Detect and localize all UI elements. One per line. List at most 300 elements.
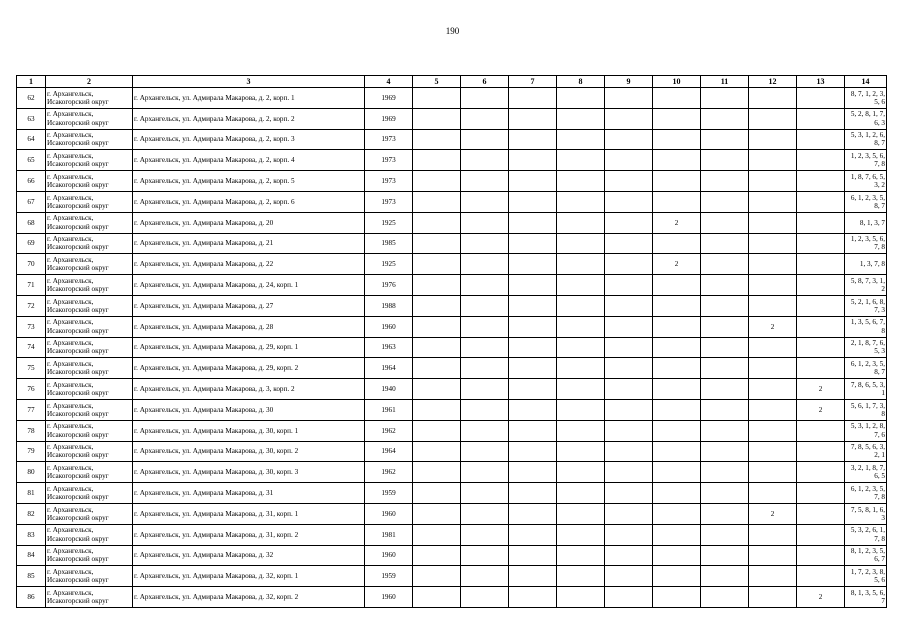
sequence-line-2: 6, 7 xyxy=(874,555,885,564)
district-cell xyxy=(46,566,133,587)
column-9-cell xyxy=(605,587,653,608)
column-5-cell xyxy=(413,379,461,400)
column-11-cell xyxy=(701,150,749,171)
column-8-cell xyxy=(557,150,605,171)
row-number-cell: 77 xyxy=(17,399,46,420)
year-cell: 1973 xyxy=(365,129,413,150)
column-8-cell xyxy=(557,191,605,212)
column-header: 5 xyxy=(413,76,461,88)
column-8-cell xyxy=(557,171,605,192)
column-header: 6 xyxy=(461,76,509,88)
sequence-cell xyxy=(845,337,887,358)
address-cell: г. Архангельск, ул. Адмирала Макарова, д. 29, корп. 2 xyxy=(133,358,365,379)
column-12-cell xyxy=(749,150,797,171)
address-cell: г. Архангельск, ул. Адмирала Макарова, д. 27 xyxy=(133,295,365,316)
column-10-cell xyxy=(653,566,701,587)
district-line-okrug: Исакогорский округ xyxy=(47,243,109,252)
column-13-cell xyxy=(797,88,845,109)
district-line-okrug: Исакогорский округ xyxy=(47,160,109,169)
year-cell: 1976 xyxy=(365,275,413,296)
year-cell: 1964 xyxy=(365,441,413,462)
column-13-cell xyxy=(797,233,845,254)
column-9-cell xyxy=(605,503,653,524)
year-cell: 1985 xyxy=(365,233,413,254)
column-12-cell xyxy=(749,524,797,545)
column-11-cell xyxy=(701,108,749,129)
district-line-city: г. Архангельск, xyxy=(47,484,94,493)
table-row xyxy=(17,295,887,316)
column-10-cell xyxy=(653,358,701,379)
column-header: 4 xyxy=(365,76,413,88)
column-7-cell xyxy=(509,129,557,150)
column-11-cell xyxy=(701,503,749,524)
column-11-cell xyxy=(701,462,749,483)
address-cell: г. Архангельск, ул. Адмирала Макарова, д. 31 xyxy=(133,483,365,504)
district-line-city: г. Архангельск, xyxy=(47,193,94,202)
sequence-cell xyxy=(845,420,887,441)
district-line-city: г. Архангельск, xyxy=(47,360,94,369)
column-9-cell xyxy=(605,108,653,129)
column-9-cell xyxy=(605,171,653,192)
sequence-cell xyxy=(845,462,887,483)
sequence-line-2: 7, 8 xyxy=(874,160,885,169)
address-cell: г. Архангельск, ул. Адмирала Макарова, д. 2, корп. 1 xyxy=(133,88,365,109)
sequence-line-1: 6, 1, 2, 3, 5, xyxy=(850,360,885,369)
column-10-cell xyxy=(653,462,701,483)
column-13-cell xyxy=(797,503,845,524)
column-12-cell xyxy=(749,358,797,379)
column-13-cell xyxy=(797,150,845,171)
sequence-line-1: 5, 8, 7, 3, 1, xyxy=(850,276,885,285)
column-6-cell xyxy=(461,316,509,337)
sequence-line-2: 6, 3 xyxy=(874,118,885,127)
column-6-cell xyxy=(461,254,509,275)
address-cell: г. Архангельск, ул. Адмирала Макарова, д. 30, корп. 1 xyxy=(133,420,365,441)
column-5-cell xyxy=(413,88,461,109)
district-line-city: г. Архангельск, xyxy=(47,235,94,244)
address-cell: г. Архангельск, ул. Адмирала Макарова, д. 21 xyxy=(133,233,365,254)
address-cell: г. Архангельск, ул. Адмирала Макарова, д. 28 xyxy=(133,316,365,337)
column-9-cell xyxy=(605,337,653,358)
column-13-cell xyxy=(797,566,845,587)
address-cell: г. Архангельск, ул. Адмирала Макарова, д. 2, корп. 4 xyxy=(133,150,365,171)
column-5-cell xyxy=(413,254,461,275)
column-8-cell xyxy=(557,420,605,441)
column-13-cell: 2 xyxy=(797,379,845,400)
column-7-cell xyxy=(509,254,557,275)
column-6-cell xyxy=(461,524,509,545)
column-11-cell xyxy=(701,275,749,296)
table-row xyxy=(17,316,887,337)
column-13-cell xyxy=(797,358,845,379)
row-number-cell: 82 xyxy=(17,503,46,524)
column-9-cell xyxy=(605,379,653,400)
table-row xyxy=(17,420,887,441)
column-11-cell xyxy=(701,379,749,400)
column-8-cell xyxy=(557,337,605,358)
district-line-city: г. Архангельск, xyxy=(47,401,94,410)
row-number-cell: 65 xyxy=(17,150,46,171)
column-10-cell xyxy=(653,88,701,109)
column-10-cell xyxy=(653,316,701,337)
district-line-okrug: Исакогорский округ xyxy=(47,181,109,190)
column-6-cell xyxy=(461,150,509,171)
column-11-cell xyxy=(701,566,749,587)
row-number-cell: 78 xyxy=(17,420,46,441)
column-10-cell xyxy=(653,545,701,566)
district-line-okrug: Исакогорский округ xyxy=(47,368,109,377)
address-cell: г. Архангельск, ул. Адмирала Макарова, д. 30 xyxy=(133,399,365,420)
sequence-line-1: 8, 7, 1, 2, 3, xyxy=(850,89,885,98)
column-7-cell xyxy=(509,295,557,316)
district-cell xyxy=(46,441,133,462)
district-cell xyxy=(46,275,133,296)
sequence-line-2: 1 xyxy=(881,389,885,398)
district-line-okrug: Исакогорский округ xyxy=(47,222,109,231)
column-9-cell xyxy=(605,524,653,545)
address-cell: г. Архангельск, ул. Адмирала Макарова, д. 32, корп. 1 xyxy=(133,566,365,587)
sequence-cell xyxy=(845,503,887,524)
column-9-cell xyxy=(605,545,653,566)
district-line-city: г. Архангельск, xyxy=(47,443,94,452)
district-line-city: г. Архангельск, xyxy=(47,422,94,431)
address-cell: г. Архангельск, ул. Адмирала Макарова, д. 2, корп. 3 xyxy=(133,129,365,150)
sequence-cell xyxy=(845,399,887,420)
table-row xyxy=(17,379,887,400)
column-8-cell xyxy=(557,129,605,150)
column-6-cell xyxy=(461,275,509,296)
row-number-cell: 80 xyxy=(17,462,46,483)
column-12-cell xyxy=(749,441,797,462)
column-11-cell xyxy=(701,295,749,316)
column-12-cell xyxy=(749,337,797,358)
sequence-line-1: 7, 8, 5, 6, 3, xyxy=(850,443,885,452)
column-6-cell xyxy=(461,88,509,109)
sequence-line-1: 3, 2, 1, 8, 7, xyxy=(850,464,885,473)
column-13-cell xyxy=(797,316,845,337)
column-9-cell xyxy=(605,275,653,296)
sequence-cell xyxy=(845,191,887,212)
page-number: 190 xyxy=(445,26,460,36)
column-header: 14 xyxy=(845,76,887,88)
district-line-okrug: Исакогорский округ xyxy=(47,347,109,356)
district-line-okrug: Исакогорский округ xyxy=(47,118,109,127)
year-cell: 1981 xyxy=(365,524,413,545)
sequence-line-2: 3 xyxy=(881,513,885,522)
column-6-cell xyxy=(461,566,509,587)
column-13-cell xyxy=(797,275,845,296)
sequence-line-1: 8, 1, 2, 3, 5, xyxy=(850,547,885,556)
column-13-cell xyxy=(797,191,845,212)
column-13-cell xyxy=(797,129,845,150)
column-9-cell xyxy=(605,295,653,316)
column-10-cell xyxy=(653,483,701,504)
sequence-line-1: 5, 3, 1, 2, 8, xyxy=(850,422,885,431)
row-number-cell: 71 xyxy=(17,275,46,296)
district-line-city: г. Архангельск, xyxy=(47,110,94,119)
year-cell: 1962 xyxy=(365,462,413,483)
column-7-cell xyxy=(509,88,557,109)
column-header: 10 xyxy=(653,76,701,88)
sequence-line-2: 7, 8 xyxy=(874,493,885,502)
sequence-line-1: 5, 3, 1, 2, 6, xyxy=(850,131,885,140)
column-13-cell xyxy=(797,108,845,129)
column-6-cell xyxy=(461,503,509,524)
column-header: 3 xyxy=(133,76,365,88)
column-8-cell xyxy=(557,212,605,233)
column-13-cell: 2 xyxy=(797,587,845,608)
year-cell: 1963 xyxy=(365,337,413,358)
column-11-cell xyxy=(701,171,749,192)
column-13-cell xyxy=(797,483,845,504)
sequence-line-1: 7, 8, 6, 5, 3, xyxy=(850,380,885,389)
column-6-cell xyxy=(461,462,509,483)
row-number-cell: 81 xyxy=(17,483,46,504)
column-5-cell xyxy=(413,191,461,212)
district-line-city: г. Архангельск, xyxy=(47,297,94,306)
column-5-cell xyxy=(413,462,461,483)
year-cell: 1940 xyxy=(365,379,413,400)
sequence-line-2: 7, 8 xyxy=(874,243,885,252)
district-line-city: г. Архангельск, xyxy=(47,505,94,514)
column-12-cell xyxy=(749,88,797,109)
row-number-cell: 70 xyxy=(17,254,46,275)
column-5-cell xyxy=(413,337,461,358)
sequence-line-2: 2 xyxy=(881,285,885,294)
sequence-cell xyxy=(845,150,887,171)
table-row xyxy=(17,88,887,109)
sequence-cell xyxy=(845,524,887,545)
table-row xyxy=(17,233,887,254)
address-cell: г. Архангельск, ул. Адмирала Макарова, д. 31, корп. 2 xyxy=(133,524,365,545)
column-header: 2 xyxy=(46,76,133,88)
column-7-cell xyxy=(509,150,557,171)
column-7-cell xyxy=(509,524,557,545)
sequence-line-1: 1, 3, 7, 8 xyxy=(859,260,885,269)
district-cell xyxy=(46,88,133,109)
row-number-cell: 76 xyxy=(17,379,46,400)
district-cell xyxy=(46,337,133,358)
column-9-cell xyxy=(605,254,653,275)
sequence-cell xyxy=(845,88,887,109)
district-cell xyxy=(46,295,133,316)
column-12-cell xyxy=(749,191,797,212)
column-8-cell xyxy=(557,566,605,587)
sequence-cell xyxy=(845,545,887,566)
column-10-cell xyxy=(653,295,701,316)
column-11-cell xyxy=(701,191,749,212)
column-5-cell xyxy=(413,171,461,192)
district-cell xyxy=(46,150,133,171)
sequence-cell xyxy=(845,316,887,337)
column-10-cell: 2 xyxy=(653,212,701,233)
sequence-line-2: 7 xyxy=(881,597,885,606)
address-cell: г. Архангельск, ул. Адмирала Макарова, д. 30, корп. 3 xyxy=(133,462,365,483)
column-9-cell xyxy=(605,566,653,587)
year-cell: 1960 xyxy=(365,316,413,337)
column-12-cell xyxy=(749,212,797,233)
sequence-line-1: 8, 1, 3, 7 xyxy=(859,218,885,227)
table-row xyxy=(17,254,887,275)
table-row xyxy=(17,108,887,129)
column-11-cell xyxy=(701,316,749,337)
column-7-cell xyxy=(509,212,557,233)
column-10-cell: 2 xyxy=(653,254,701,275)
column-header: 1 xyxy=(17,76,46,88)
sequence-cell xyxy=(845,358,887,379)
year-cell: 1925 xyxy=(365,254,413,275)
column-7-cell xyxy=(509,275,557,296)
column-10-cell xyxy=(653,337,701,358)
sequence-cell xyxy=(845,129,887,150)
district-line-okrug: Исакогорский округ xyxy=(47,597,109,606)
column-5-cell xyxy=(413,275,461,296)
column-10-cell xyxy=(653,587,701,608)
column-10-cell xyxy=(653,191,701,212)
column-7-cell xyxy=(509,483,557,504)
sequence-line-2: 8 xyxy=(881,409,885,418)
column-13-cell xyxy=(797,441,845,462)
column-7-cell xyxy=(509,420,557,441)
row-number-cell: 84 xyxy=(17,545,46,566)
column-8-cell xyxy=(557,254,605,275)
column-7-cell xyxy=(509,462,557,483)
table-row xyxy=(17,337,887,358)
column-9-cell xyxy=(605,150,653,171)
column-12-cell xyxy=(749,399,797,420)
column-8-cell xyxy=(557,88,605,109)
sequence-line-2: 8, 7 xyxy=(874,368,885,377)
year-cell: 1969 xyxy=(365,108,413,129)
district-cell xyxy=(46,462,133,483)
column-9-cell xyxy=(605,88,653,109)
sequence-line-2: 5, 6 xyxy=(874,576,885,585)
column-12-cell xyxy=(749,566,797,587)
sequence-line-2: 8 xyxy=(881,326,885,335)
year-cell: 1961 xyxy=(365,399,413,420)
column-6-cell xyxy=(461,587,509,608)
district-line-okrug: Исакогорский округ xyxy=(47,534,109,543)
column-11-cell xyxy=(701,88,749,109)
row-number-cell: 62 xyxy=(17,88,46,109)
district-cell xyxy=(46,358,133,379)
table-row xyxy=(17,503,887,524)
column-9-cell xyxy=(605,129,653,150)
column-7-cell xyxy=(509,233,557,254)
column-9-cell xyxy=(605,233,653,254)
district-cell xyxy=(46,108,133,129)
column-5-cell xyxy=(413,503,461,524)
table-row xyxy=(17,566,887,587)
sequence-line-2: 8, 7 xyxy=(874,139,885,148)
sequence-line-1: 5, 6, 1, 7, 3, xyxy=(850,401,885,410)
column-8-cell xyxy=(557,545,605,566)
district-cell xyxy=(46,503,133,524)
sequence-line-2: 6, 5 xyxy=(874,472,885,481)
sequence-line-1: 5, 3, 2, 6, 1, xyxy=(850,526,885,535)
column-12-cell xyxy=(749,587,797,608)
sequence-line-1: 8, 1, 3, 5, 6, xyxy=(850,588,885,597)
year-cell: 1973 xyxy=(365,171,413,192)
sequence-cell xyxy=(845,275,887,296)
column-5-cell xyxy=(413,129,461,150)
district-line-city: г. Архангельск, xyxy=(47,547,94,556)
sequence-line-1: 1, 7, 2, 3, 8, xyxy=(850,568,885,577)
column-11-cell xyxy=(701,337,749,358)
column-12-cell xyxy=(749,295,797,316)
column-5-cell xyxy=(413,295,461,316)
column-5-cell xyxy=(413,587,461,608)
column-11-cell xyxy=(701,399,749,420)
column-6-cell xyxy=(461,379,509,400)
sequence-cell xyxy=(845,483,887,504)
sequence-line-1: 1, 2, 3, 5, 6, xyxy=(850,152,885,161)
column-10-cell xyxy=(653,503,701,524)
sequence-line-2: 5, 6 xyxy=(874,97,885,106)
district-line-okrug: Исакогорский округ xyxy=(47,201,109,210)
address-cell: г. Архангельск, ул. Адмирала Макарова, д. 24, корп. 1 xyxy=(133,275,365,296)
year-cell: 1959 xyxy=(365,566,413,587)
table-row xyxy=(17,275,887,296)
address-cell: г. Архангельск, ул. Адмирала Макарова, д. 2, корп. 5 xyxy=(133,171,365,192)
column-8-cell xyxy=(557,587,605,608)
column-5-cell xyxy=(413,233,461,254)
district-cell xyxy=(46,316,133,337)
address-cell: г. Архангельск, ул. Адмирала Макарова, д. 29, корп. 1 xyxy=(133,337,365,358)
address-cell: г. Архангельск, ул. Адмирала Макарова, д. 32, корп. 2 xyxy=(133,587,365,608)
row-number-cell: 66 xyxy=(17,171,46,192)
column-5-cell xyxy=(413,566,461,587)
district-cell xyxy=(46,399,133,420)
column-7-cell xyxy=(509,545,557,566)
district-line-city: г. Архангельск, xyxy=(47,339,94,348)
year-cell: 1964 xyxy=(365,358,413,379)
table-row xyxy=(17,545,887,566)
district-line-okrug: Исакогорский округ xyxy=(47,285,109,294)
table-row xyxy=(17,171,887,192)
sequence-line-1: 1, 2, 3, 5, 6, xyxy=(850,235,885,244)
table-row xyxy=(17,462,887,483)
column-6-cell xyxy=(461,295,509,316)
table-row xyxy=(17,483,887,504)
column-13-cell xyxy=(797,171,845,192)
sequence-line-2: 7, 3 xyxy=(874,305,885,314)
column-12-cell xyxy=(749,483,797,504)
column-12-cell: 2 xyxy=(749,316,797,337)
address-cell: г. Архангельск, ул. Адмирала Макарова, д. 31, корп. 1 xyxy=(133,503,365,524)
row-number-cell: 68 xyxy=(17,212,46,233)
year-cell: 1925 xyxy=(365,212,413,233)
housing-registry-table xyxy=(16,75,887,608)
district-line-city: г. Архангельск, xyxy=(47,464,94,473)
sequence-cell xyxy=(845,233,887,254)
district-line-okrug: Исакогорский округ xyxy=(47,513,109,522)
year-cell: 1969 xyxy=(365,88,413,109)
district-line-city: г. Архангельск, xyxy=(47,131,94,140)
column-7-cell xyxy=(509,358,557,379)
column-11-cell xyxy=(701,587,749,608)
column-8-cell xyxy=(557,233,605,254)
column-11-cell xyxy=(701,254,749,275)
column-13-cell xyxy=(797,462,845,483)
column-11-cell xyxy=(701,233,749,254)
column-6-cell xyxy=(461,337,509,358)
column-9-cell xyxy=(605,358,653,379)
district-line-okrug: Исакогорский округ xyxy=(47,139,109,148)
column-7-cell xyxy=(509,108,557,129)
column-7-cell xyxy=(509,379,557,400)
district-line-city: г. Архангельск, xyxy=(47,152,94,161)
